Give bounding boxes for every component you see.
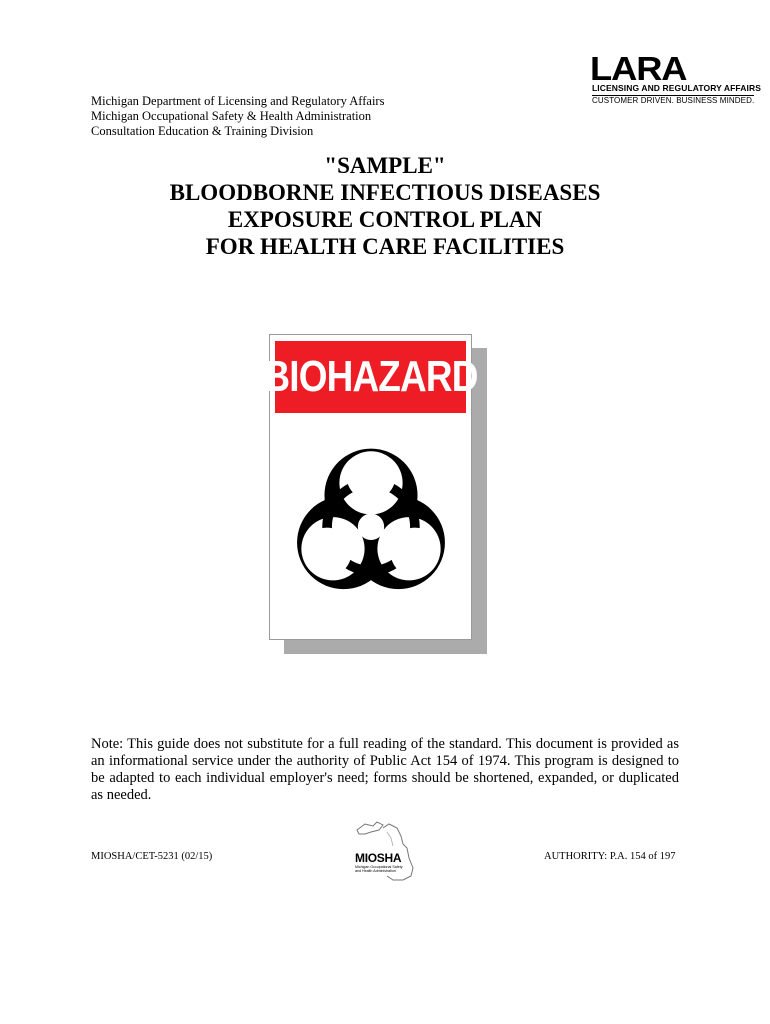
title-line-3: FOR HEALTH CARE FACILITIES <box>205 234 565 259</box>
authority-statement: AUTHORITY: P.A. 154 of 197 <box>544 851 676 862</box>
note-paragraph: Note: This guide does not substitute for a full reading of the standard. This document is provided as an informational service under the authority of Public Act 154 of 1974. This program is designed to be adapted to each individual employer's need; forms should be shortened, expanded, or duplicated as needed. <box>91 736 679 803</box>
biohazard-icon <box>283 439 459 619</box>
document-title <box>0 152 770 260</box>
biohazard-sign <box>263 334 478 640</box>
title-line-2: EXPOSURE CONTROL PLAN <box>227 207 543 232</box>
agency-line-division: Consultation Education & Training Division <box>91 124 314 138</box>
agency-header <box>91 94 384 139</box>
title-line-sample: "SAMPLE" <box>324 153 446 178</box>
lara-logo-wordmark: LARA <box>590 50 687 87</box>
title-line-1: BLOODBORNE INFECTIOUS DISEASES <box>169 180 601 205</box>
sign-banner <box>263 341 478 413</box>
lara-logo <box>590 50 761 105</box>
miosha-tagline: Michigan Occupational Safety and Health Administration <box>355 865 403 873</box>
miosha-logo <box>347 818 419 882</box>
form-number: MIOSHA/CET-5231 (02/15) <box>91 851 213 862</box>
lara-logo-tagline: CUSTOMER DRIVEN. BUSINESS MINDED. <box>592 96 755 105</box>
sign-banner-label: BIOHAZARD <box>263 352 478 401</box>
miosha-wordmark: MIOSHA <box>355 851 402 865</box>
lara-logo-line1: LICENSING AND REGULATORY AFFAIRS <box>592 83 761 93</box>
agency-line-department: Michigan Department of Licensing and Regulatory Affairs <box>91 94 385 108</box>
agency-line-miosha: Michigan Occupational Safety & Health Administration <box>91 109 372 123</box>
